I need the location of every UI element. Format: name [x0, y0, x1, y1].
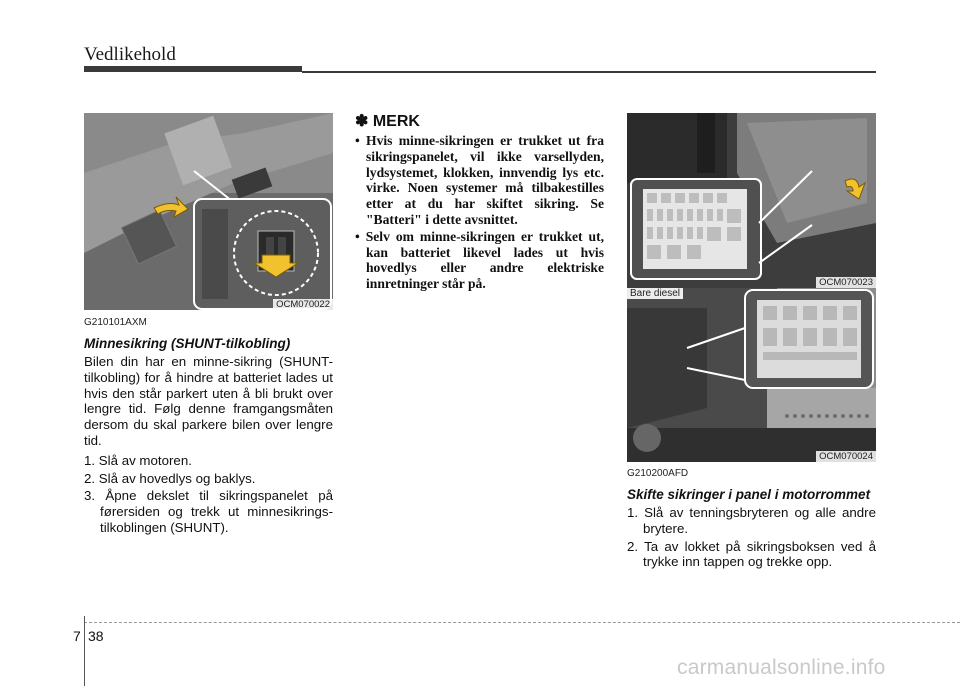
image-label-diesel: Bare diesel [627, 288, 683, 299]
page-header-title: Vedlikehold [84, 44, 176, 65]
section-heading-engine-fuses: Skifte sikringer i panel i motorrommet [627, 487, 871, 502]
image-code-right-top: OCM070023 [816, 277, 876, 288]
photo-shunt-fuse [84, 113, 333, 310]
watermark-text: carmanualsonline.info [677, 656, 886, 679]
header-rule-thin [302, 71, 876, 73]
left-column [84, 317, 333, 538]
footer-rule [84, 622, 960, 623]
note-item-1: • Hvis minne-sikringen er trukket ut fra sikringspanelet, vil ikke varsellyden, lydsystemet, klokken, innvendig lys etc. virke. Noen systemer må tilbakestilles etter at du har skiftet sikring. Se "Batteri" i dette avsnittet. [355, 133, 604, 227]
engine-fuse-step-1: 1. Slå av tenningsbryteren og alle andre brytere. [627, 505, 876, 536]
footer-divider [84, 616, 85, 686]
photo-engine-fuse-box [627, 113, 876, 288]
image-code-right-bottom: OCM070024 [816, 451, 876, 462]
shunt-paragraph: Bilen din har en minne-sikring (SHUNT-tilkobling) for å hindre at batteriet lades ut hvis den står parkert uten å bli brukt over lengre tid. Følg denne framgangsmåten dersom du skal parkere bilen over lengre tid. [84, 354, 333, 448]
photo-diesel-fuse-box-illustration [627, 288, 876, 462]
note-title: ✽ MERK [355, 113, 420, 130]
section-code-left: G210101AXM [84, 317, 147, 328]
note-item-2: • Selv om minne-sikringen er trukket ut, kan batteriet likevel lades ut hvis hovedlys eller andre elektriske innretninger står på. [355, 228, 604, 292]
header-rule-thick [84, 66, 302, 72]
image-code-left: OCM070022 [273, 299, 333, 310]
page-number: 38 [88, 628, 104, 644]
shunt-steps [84, 453, 333, 536]
section-heading-shunt: Minnesikring (SHUNT-tilkobling) [84, 336, 291, 351]
right-column [627, 468, 876, 572]
photo-engine-fuse-box-illustration [627, 113, 876, 288]
engine-fuse-steps [627, 505, 876, 570]
note-list [355, 133, 604, 292]
shunt-step-1: 1. Slå av motoren. [84, 452, 192, 468]
section-code-right: G210200AFD [627, 468, 689, 479]
shunt-step-2: 2. Slå av hovedlys og baklys. [84, 470, 256, 486]
photo-shunt-fuse-illustration [84, 113, 333, 310]
shunt-step-3: 3. Åpne dekslet til sikringspanelet på førersiden og trekk ut minnesikrings-tilkoblingen (SHUNT). [84, 488, 333, 535]
engine-fuse-step-2: 2. Ta av lokket på sikringsboksen ved å trykke inn tappen og trekke opp. [627, 538, 876, 570]
photo-diesel-fuse-box [627, 288, 876, 462]
note-box [355, 111, 604, 293]
chapter-number: 7 [73, 628, 81, 644]
